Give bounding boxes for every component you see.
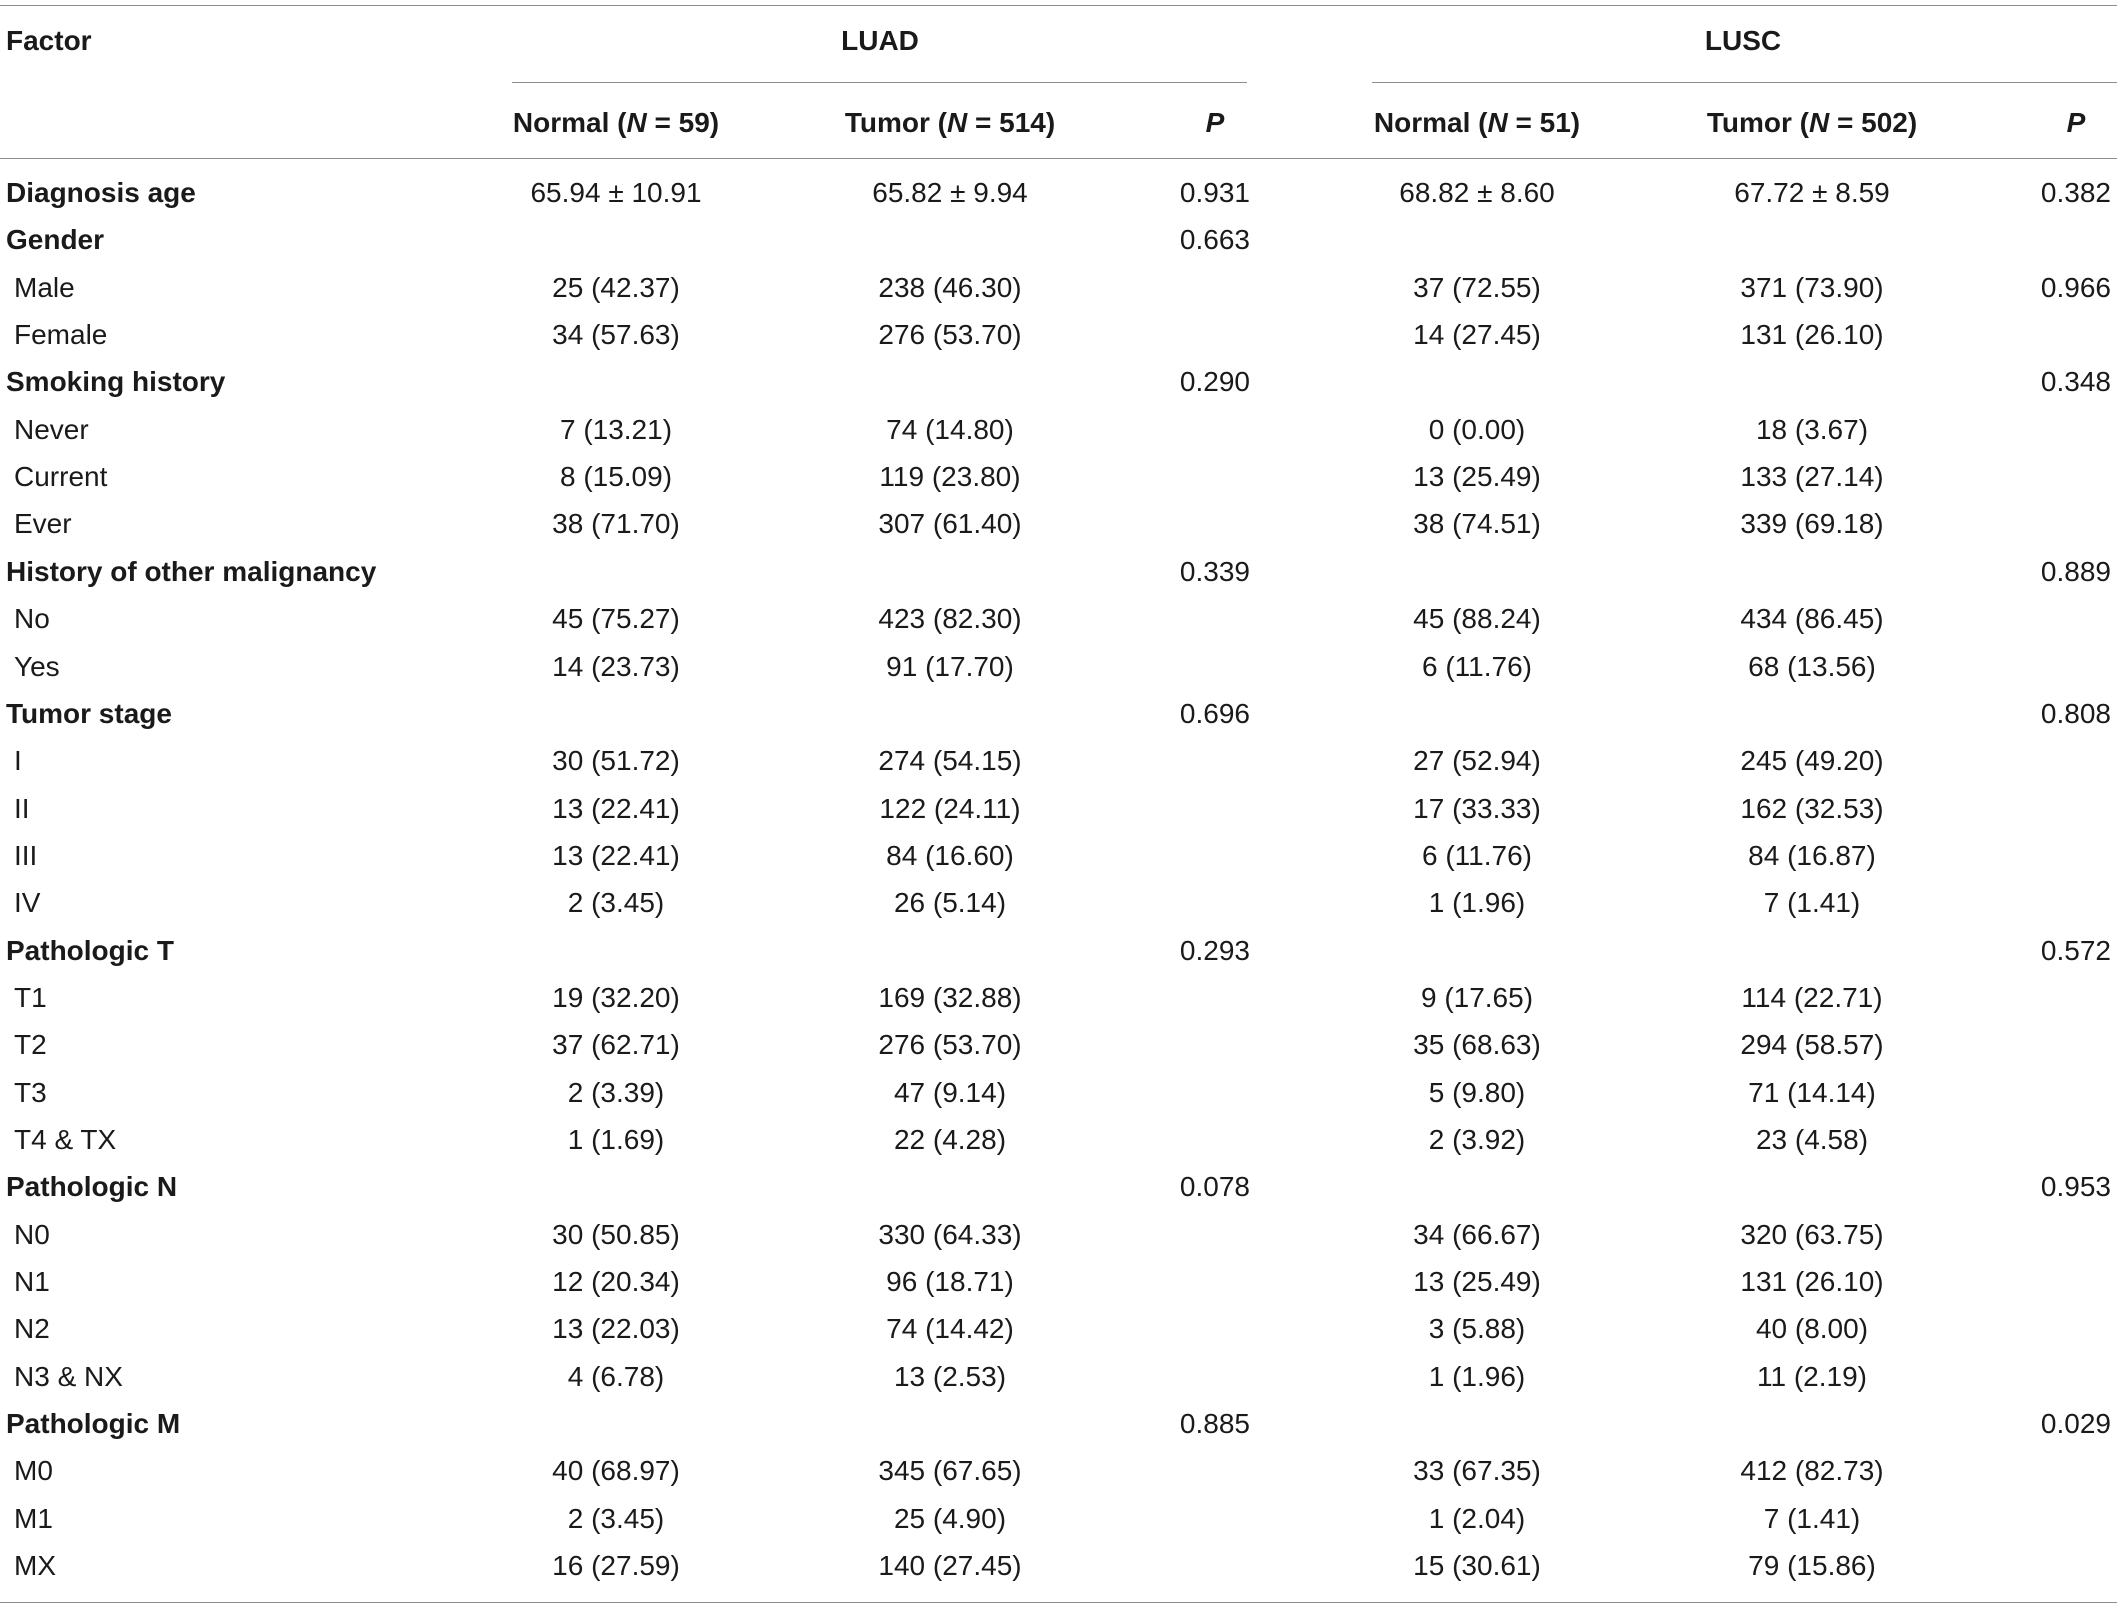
lusc-tumor-cell: 371 (73.90) [1740, 271, 1884, 303]
lusc-normal-cell: 13 (25.49) [1413, 1266, 1541, 1298]
lusc-tumor-cell: 79 (15.86) [1748, 1550, 1876, 1582]
luad-normal-cell: 2 (3.45) [567, 887, 665, 919]
luad-tumor-cell: 276 (53.70) [878, 319, 1022, 351]
table-row [0, 170, 2117, 217]
luad-normal-cell: 30 (51.72) [552, 745, 680, 777]
luad-normal-cell: 19 (32.20) [552, 981, 680, 1013]
lusc-normal-cell: 15 (30.61) [1413, 1550, 1541, 1582]
table-row [0, 1543, 2117, 1590]
factor-category: Current [14, 461, 108, 493]
lusc-tumor-cell: 131 (26.10) [1740, 319, 1884, 351]
lusc-p-header: P [2066, 107, 2086, 138]
luad-tumor-cell: 119 (23.80) [879, 461, 1021, 493]
lusc-p-cell: 0.348 [2040, 366, 2111, 398]
luad-tumor-cell: 65.82 ± 9.94 [872, 177, 1028, 208]
luad-normal-cell: 30 (50.85) [552, 1218, 680, 1250]
lusc-normal-cell: 6 (11.76) [1422, 839, 1532, 871]
factor-heading: Smoking history [6, 366, 226, 398]
lusc-normal-header: Normal (N = 51) [1373, 107, 1581, 138]
luad-normal-cell: 1 (1.69) [567, 1124, 665, 1155]
lusc-tumor-cell: 245 (49.20) [1740, 745, 1884, 777]
luad-tumor-cell: 13 (2.53) [893, 1360, 1007, 1392]
luad-normal-cell: 13 (22.41) [552, 792, 680, 824]
luad-p-cell: 0.663 [1179, 224, 1250, 256]
factor-category: T2 [14, 1029, 47, 1061]
luad-p-cell: 0.885 [1179, 1408, 1250, 1440]
luad-tumor-cell: 274 (54.15) [878, 745, 1022, 777]
lusc-normal-cell: 9 (17.65) [1420, 981, 1534, 1013]
lusc-tumor-cell: 67.72 ± 8.59 [1734, 177, 1890, 208]
lusc-normal-cell: 1 (1.96) [1428, 1360, 1526, 1392]
table-row [0, 1496, 2117, 1543]
table-row [0, 359, 2117, 406]
lusc-normal-cell: 14 (27.45) [1413, 319, 1541, 351]
lusc-p-cell: 0.808 [2040, 697, 2111, 729]
luad-tumor-cell: 169 (32.88) [878, 981, 1022, 1013]
lusc-p-cell: 0.029 [2040, 1408, 2111, 1440]
lusc-normal-cell: 5 (9.80) [1428, 1076, 1526, 1108]
top-rule [0, 5, 2117, 6]
luad-tumor-cell: 74 (14.80) [886, 413, 1014, 445]
lusc-normal-cell: 13 (25.49) [1413, 461, 1541, 493]
luad-tumor-cell: 423 (82.30) [878, 603, 1022, 635]
lusc-normal-cell: 35 (68.63) [1413, 1029, 1541, 1061]
lusc-tumor-cell: 71 (14.14) [1748, 1076, 1876, 1108]
lusc-normal-cell: 1 (2.04) [1428, 1502, 1526, 1534]
table-row [0, 1070, 2117, 1117]
lusc-p-cell: 0.382 [2040, 177, 2111, 208]
luad-p-cell: 0.696 [1179, 697, 1250, 729]
factor-heading: Tumor stage [6, 697, 172, 729]
luad-normal-cell: 16 (27.59) [552, 1550, 680, 1582]
factor-heading: History of other malignancy [6, 555, 377, 587]
lusc-tumor-cell: 294 (58.57) [1740, 1029, 1884, 1061]
table-row [0, 501, 2117, 548]
luad-tumor-cell: 345 (67.65) [878, 1455, 1022, 1487]
factor-category: Male [14, 271, 75, 303]
table-row [0, 738, 2117, 785]
factor-category: N0 [14, 1218, 50, 1250]
table-row [0, 691, 2117, 738]
luad-tumor-cell: 74 (14.42) [886, 1313, 1014, 1345]
table-row [0, 265, 2117, 312]
table-row [0, 1212, 2117, 1259]
luad-normal-cell: 38 (71.70) [552, 508, 680, 540]
lusc-tumor-cell: 434 (86.45) [1740, 603, 1884, 635]
luad-normal-cell: 7 (13.21) [559, 413, 673, 445]
table-row [0, 1354, 2117, 1401]
table-row [0, 1117, 2117, 1164]
lusc-tumor-cell: 162 (32.53) [1740, 792, 1884, 824]
lusc-normal-cell: 17 (33.33) [1413, 792, 1541, 824]
luad-normal-cell: 12 (20.34) [552, 1266, 680, 1298]
table-row [0, 1306, 2117, 1353]
luad-normal-cell: 25 (42.37) [552, 271, 680, 303]
lusc-normal-cell: 68.82 ± 8.60 [1399, 177, 1555, 208]
lusc-normal-cell: 2 (3.92) [1428, 1124, 1526, 1155]
luad-normal-cell: 2 (3.39) [567, 1076, 665, 1108]
lusc-normal-cell: 38 (74.51) [1413, 508, 1541, 540]
luad-tumor-cell: 122 (24.11) [879, 792, 1021, 824]
lusc-normal-cell: 34 (66.67) [1413, 1218, 1541, 1250]
lusc-normal-cell: 1 (1.96) [1428, 887, 1526, 919]
luad-tumor-cell: 47 (9.14) [893, 1076, 1007, 1108]
table-row [0, 786, 2117, 833]
lusc-normal-cell: 45 (88.24) [1413, 603, 1541, 635]
table-row [0, 596, 2117, 643]
table-row [0, 1401, 2117, 1448]
table-row [0, 312, 2117, 359]
lusc-tumor-cell: 7 (1.41) [1763, 1502, 1861, 1534]
lusc-tumor-cell: 412 (82.73) [1740, 1455, 1884, 1487]
luad-group-rule [512, 82, 1247, 83]
luad-p-cell: 0.339 [1179, 555, 1250, 587]
luad-tumor-cell: 96 (18.71) [886, 1266, 1014, 1298]
table-row [0, 644, 2117, 691]
luad-normal-cell: 2 (3.45) [567, 1502, 665, 1534]
lusc-normal-cell: 6 (11.76) [1422, 650, 1532, 682]
table-row [0, 1022, 2117, 1069]
lusc-p-cell: 0.953 [2040, 1171, 2111, 1203]
lusc-normal-cell: 0 (0.00) [1428, 413, 1526, 445]
factor-category: Ever [14, 508, 72, 540]
table-row [0, 407, 2117, 454]
factor-category: N1 [14, 1266, 50, 1298]
table-row [0, 454, 2117, 501]
factor-category: T4 & TX [14, 1124, 117, 1155]
factor-category: T1 [14, 981, 47, 1013]
factor-column-header: Factor [6, 25, 92, 56]
luad-p-header: P [1205, 107, 1225, 138]
lusc-p-cell: 0.889 [2040, 555, 2111, 587]
lusc-group-rule [1372, 82, 2117, 83]
factor-category: MX [14, 1550, 56, 1582]
factor-category: T3 [14, 1076, 47, 1108]
lusc-tumor-cell: 40 (8.00) [1755, 1313, 1869, 1345]
luad-normal-cell: 45 (75.27) [552, 603, 680, 635]
lusc-tumor-cell: 23 (4.58) [1755, 1124, 1869, 1155]
luad-tumor-cell: 26 (5.14) [893, 887, 1007, 919]
luad-normal-header: Normal (N = 59) [512, 107, 720, 138]
luad-tumor-cell: 91 (17.70) [886, 650, 1014, 682]
factor-category: N2 [14, 1313, 50, 1345]
luad-tumor-cell: 22 (4.28) [893, 1124, 1007, 1155]
lusc-normal-cell: 33 (67.35) [1413, 1455, 1541, 1487]
factor-category: Yes [14, 650, 60, 682]
table-row [0, 880, 2117, 927]
factor-category: III [14, 839, 38, 871]
luad-normal-cell: 13 (22.03) [552, 1313, 680, 1345]
factor-category: IV [14, 887, 41, 919]
factor-heading: Pathologic M [6, 1408, 181, 1440]
factor-heading: Pathologic N [6, 1171, 178, 1203]
table-row [0, 549, 2117, 596]
luad-normal-cell: 13 (22.41) [552, 839, 680, 871]
lusc-tumor-header: Tumor (N = 502) [1706, 107, 1918, 138]
table-row [0, 833, 2117, 880]
lusc-normal-cell: 27 (52.94) [1413, 745, 1541, 777]
lusc-tumor-cell: 131 (26.10) [1740, 1266, 1884, 1298]
luad-normal-cell: 14 (23.73) [552, 650, 680, 682]
lusc-tumor-cell: 320 (63.75) [1740, 1218, 1884, 1250]
factor-category: Never [14, 413, 89, 445]
table-row [0, 1164, 2117, 1211]
factor-category: No [14, 603, 50, 635]
luad-p-cell: 0.293 [1179, 934, 1250, 966]
factor-category: II [14, 792, 30, 824]
lusc-normal-cell: 3 (5.88) [1428, 1313, 1526, 1345]
luad-tumor-header: Tumor (N = 514) [844, 107, 1056, 138]
luad-p-cell: 0.290 [1179, 366, 1250, 398]
factor-heading: Pathologic T [6, 934, 174, 966]
lusc-normal-cell: 37 (72.55) [1413, 271, 1541, 303]
factor-heading: Diagnosis age [6, 177, 196, 208]
table-row [0, 1448, 2117, 1495]
lusc-tumor-cell: 114 (22.71) [1741, 981, 1883, 1013]
header-bottom-rule [0, 158, 2117, 159]
luad-normal-cell: 4 (6.78) [567, 1360, 665, 1392]
luad-normal-cell: 40 (68.97) [552, 1455, 680, 1487]
table-row [0, 217, 2117, 264]
factor-category: N3 & NX [14, 1360, 123, 1392]
factor-heading: Gender [6, 224, 105, 256]
lusc-tumor-cell: 68 (13.56) [1748, 650, 1876, 682]
factor-category: M1 [14, 1502, 53, 1534]
luad-normal-cell: 34 (57.63) [552, 319, 680, 351]
table-row [0, 975, 2117, 1022]
lusc-group-header: LUSC [1704, 25, 1782, 56]
lusc-p-cell: 0.966 [2040, 271, 2111, 303]
luad-tumor-cell: 307 (61.40) [878, 508, 1022, 540]
lusc-p-cell: 0.572 [2040, 934, 2111, 966]
luad-group-header: LUAD [841, 25, 919, 56]
factor-category: M0 [14, 1455, 53, 1487]
luad-tumor-cell: 330 (64.33) [878, 1218, 1022, 1250]
lusc-tumor-cell: 18 (3.67) [1755, 413, 1869, 445]
luad-normal-cell: 8 (15.09) [559, 461, 673, 493]
lusc-tumor-cell: 7 (1.41) [1763, 887, 1861, 919]
luad-normal-cell: 65.94 ± 10.91 [530, 177, 702, 208]
luad-tumor-cell: 140 (27.45) [878, 1550, 1022, 1582]
lusc-tumor-cell: 133 (27.14) [1740, 461, 1884, 493]
lusc-tumor-cell: 11 (2.19) [1757, 1360, 1867, 1392]
luad-p-cell: 0.931 [1179, 177, 1250, 208]
luad-normal-cell: 37 (62.71) [552, 1029, 680, 1061]
factor-category: I [14, 745, 22, 777]
luad-p-cell: 0.078 [1179, 1171, 1250, 1203]
luad-tumor-cell: 238 (46.30) [878, 271, 1022, 303]
lusc-tumor-cell: 339 (69.18) [1740, 508, 1884, 540]
table-row [0, 1259, 2117, 1306]
luad-tumor-cell: 84 (16.60) [886, 839, 1014, 871]
luad-tumor-cell: 25 (4.90) [893, 1502, 1007, 1534]
bottom-rule [0, 1602, 2117, 1603]
lusc-tumor-cell: 84 (16.87) [1748, 839, 1876, 871]
luad-tumor-cell: 276 (53.70) [878, 1029, 1022, 1061]
table-row [0, 928, 2117, 975]
factor-category: Female [14, 319, 108, 351]
